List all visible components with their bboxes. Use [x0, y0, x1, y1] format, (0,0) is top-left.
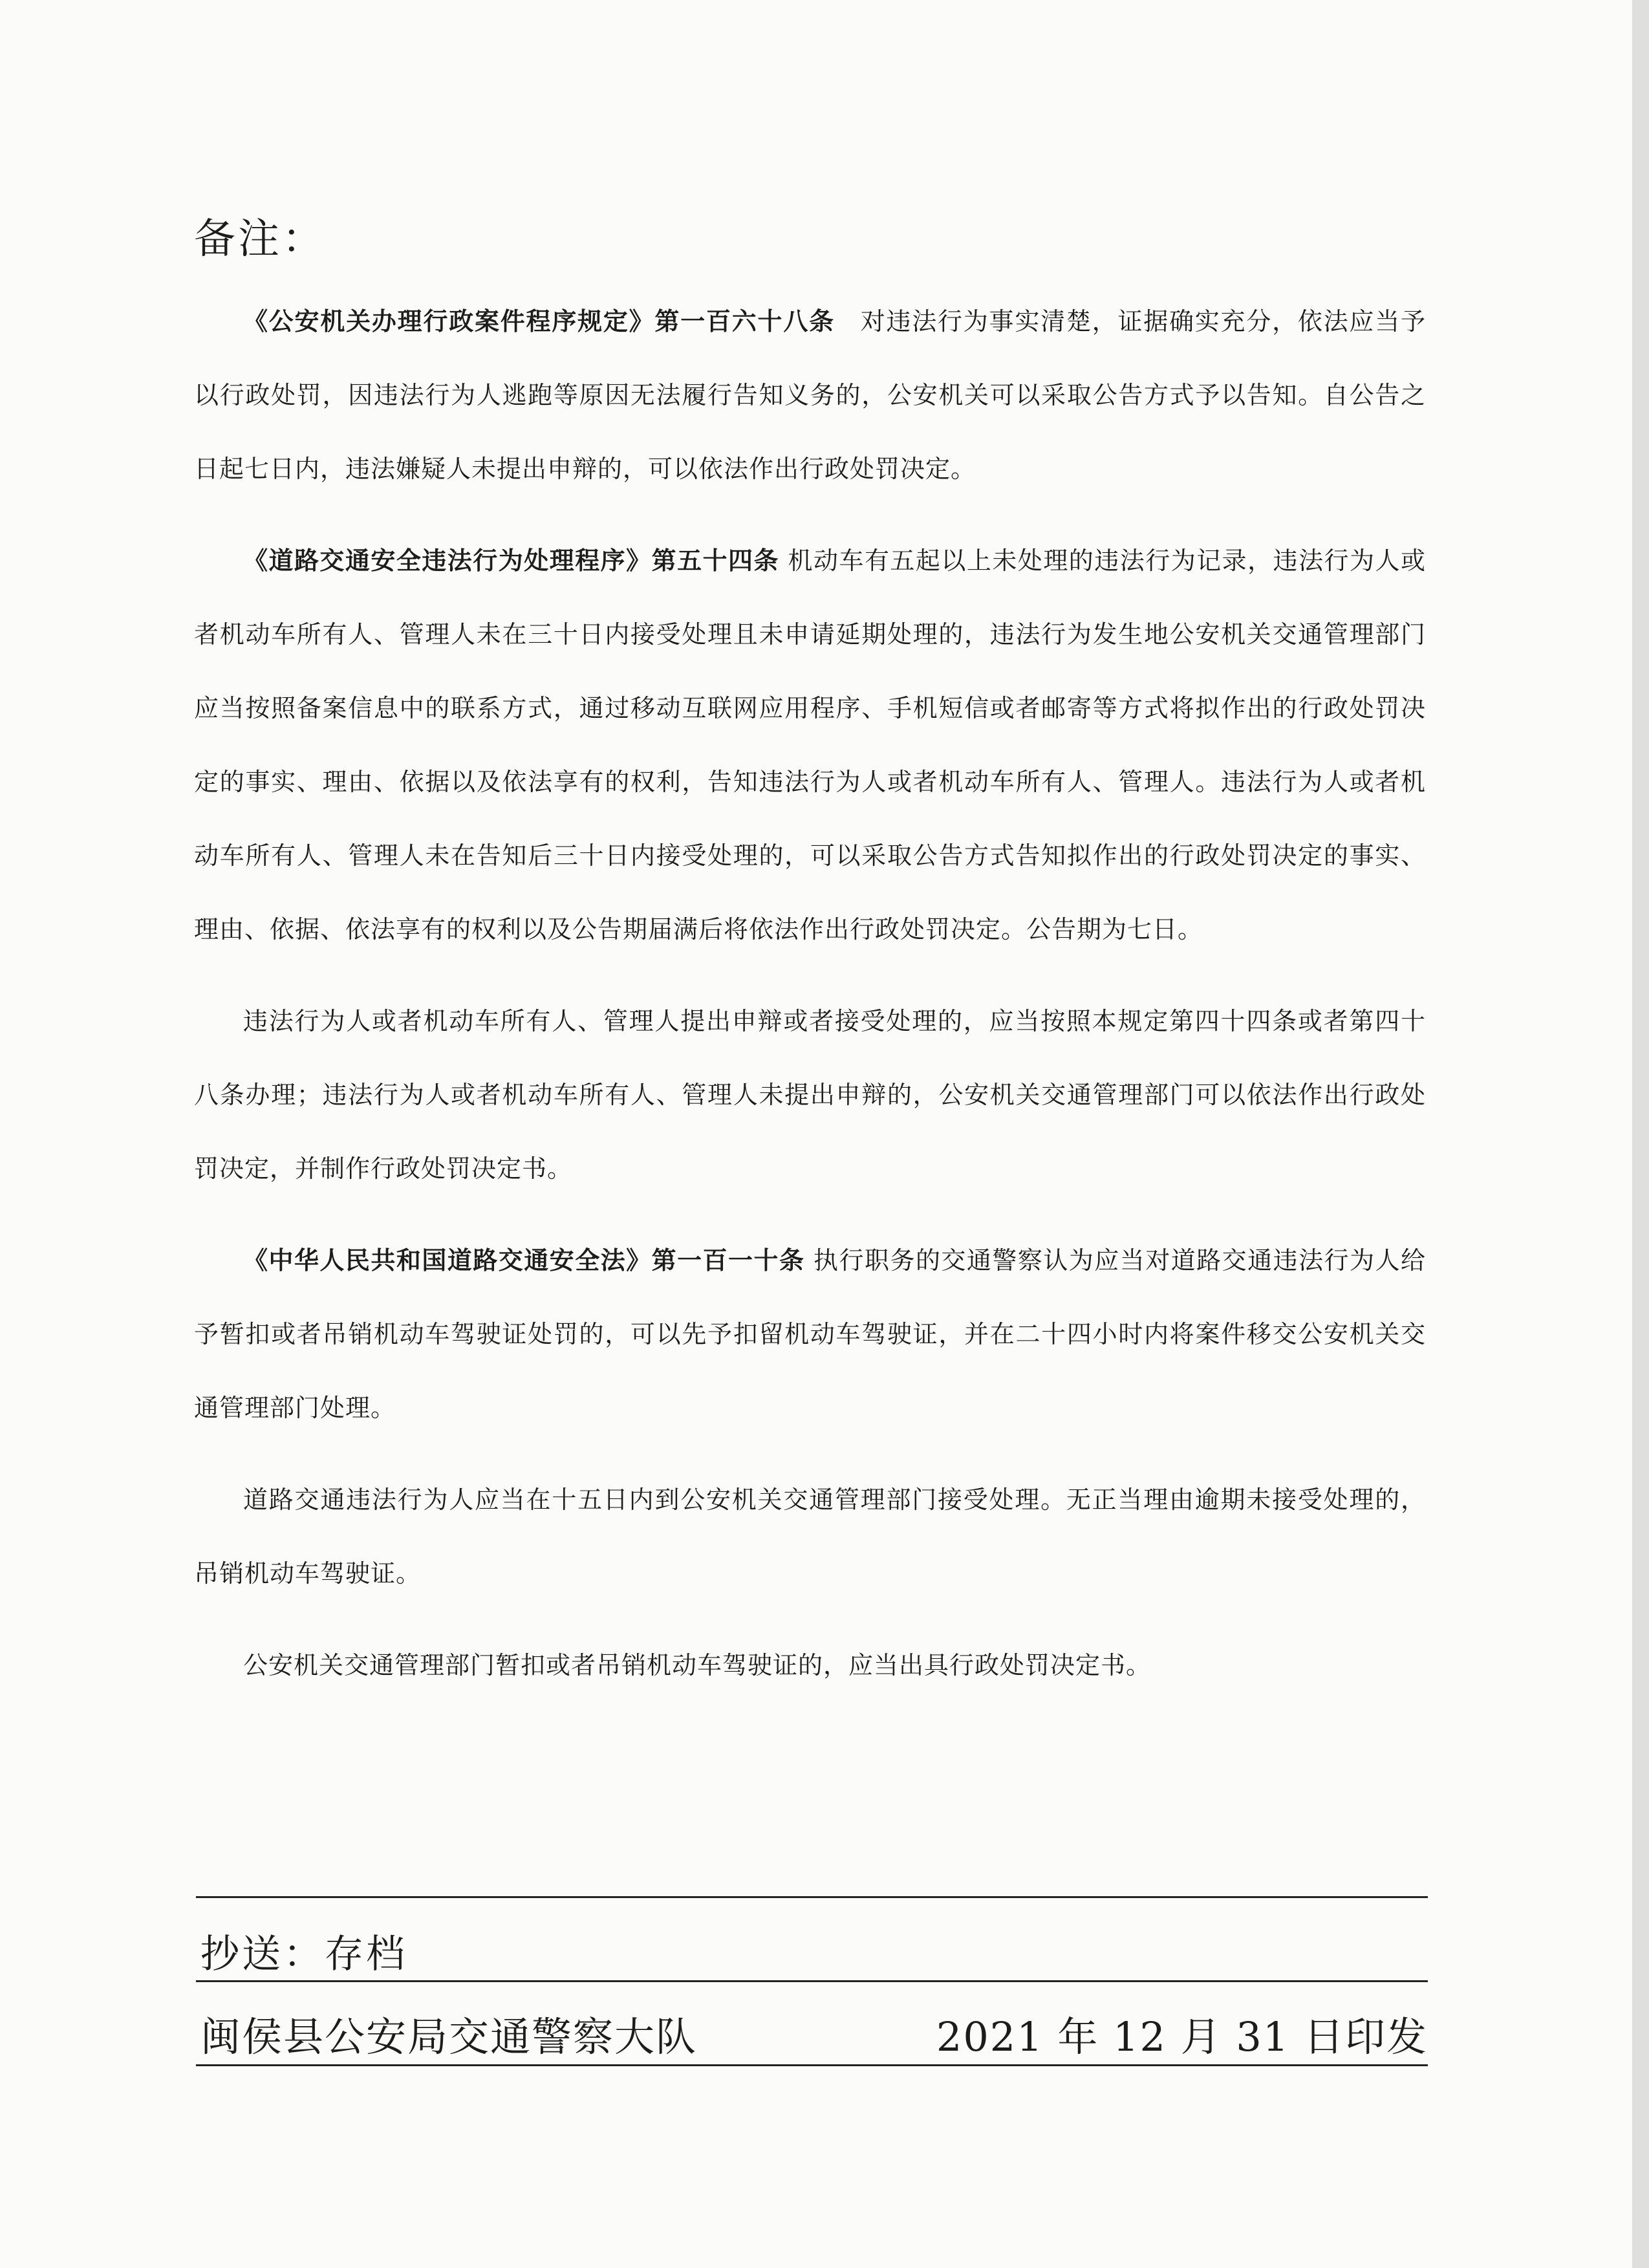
- law-citation: 《中华人民共和国道路交通安全法》第一百一十条: [243, 1246, 805, 1275]
- paragraph-text: 机动车有五起以上未处理的违法行为记录，违法行为人或者机动车所有人、管理人未在三十日内接受处理且未申请延期处理的，违法行为发生地公安机关交通管理部门应当按照备案信息中的联系方式，通过移动互联网应用程序、手机短信或者邮寄等方式将拟作出的行政处罚决定的事实、理由、依据以及依法享有的权利，告知违法行为人或者机动车所有人、管理人。违法行为人或者机动车所有人、管理人未在告知后三十日内接受处理的，可以采取公告方式告知拟作出的行政处罚决定的事实、理由、依据、依法享有的权利以及公告期届满后将依法作出行政处罚决定。公告期为七日。: [194, 546, 1426, 944]
- scan-edge: [1632, 0, 1649, 2268]
- paragraph: [194, 984, 1426, 1205]
- issue-date: 2021 年 12 月 31 日印发: [936, 2013, 1428, 2060]
- paragraph-text: 违法行为人或者机动车所有人、管理人提出申辩或者接受处理的，应当按照本规定第四十四条或者第四十八条办理；违法行为人或者机动车所有人、管理人未提出申辩的，公安机关交通管理部门可以依法作出行政处罚决定，并制作行政处罚决定书。: [194, 1007, 1426, 1183]
- paragraph: [194, 285, 1426, 506]
- paragraph-text: 道路交通违法行为人应当在十五日内到公安机关交通管理部门接受处理。无正当理由逾期未接受处理的，吊销机动车驾驶证。: [194, 1485, 1426, 1588]
- divider-top: [196, 1896, 1428, 1898]
- paragraph: [194, 524, 1426, 966]
- law-citation: 《道路交通安全违法行为处理程序》第五十四条: [243, 546, 779, 575]
- paragraph: [194, 1628, 1426, 1702]
- paragraph-text: 执行职务的交通警察认为应当对道路交通违法行为人给予暂扣或者吊销机动车驾驶证处罚的，可以先予扣留机动车驾驶证，并在二十四小时内将案件移交公安机关交通管理部门处理。: [194, 1246, 1426, 1422]
- remarks-heading: 备注：: [194, 215, 326, 263]
- paragraph: [194, 1463, 1426, 1610]
- remarks-body: [194, 285, 1426, 1720]
- divider-middle: [196, 1980, 1428, 1982]
- divider-bottom: [196, 2064, 1428, 2066]
- cc-line: 抄送：存档: [200, 1932, 407, 1977]
- paragraph-text: 公安机关交通管理部门暂扣或者吊销机动车驾驶证的，应当出具行政处罚决定书。: [243, 1651, 1152, 1679]
- law-citation: 《公安机关办理行政案件程序规定》第一百六十八条: [243, 307, 835, 336]
- issuing-organization: 闽侯县公安局交通警察大队: [200, 2013, 698, 2060]
- paragraph: [194, 1224, 1426, 1445]
- paragraph-text: 对违法行为事实清楚，证据确实充分，依法应当予以行政处罚，因违法行为人逃跑等原因无法履行告知义务的，公安机关可以采取公告方式予以告知。自公告之日起七日内，违法嫌疑人未提出申辩的，可以依法作出行政处罚决定。: [194, 307, 1426, 483]
